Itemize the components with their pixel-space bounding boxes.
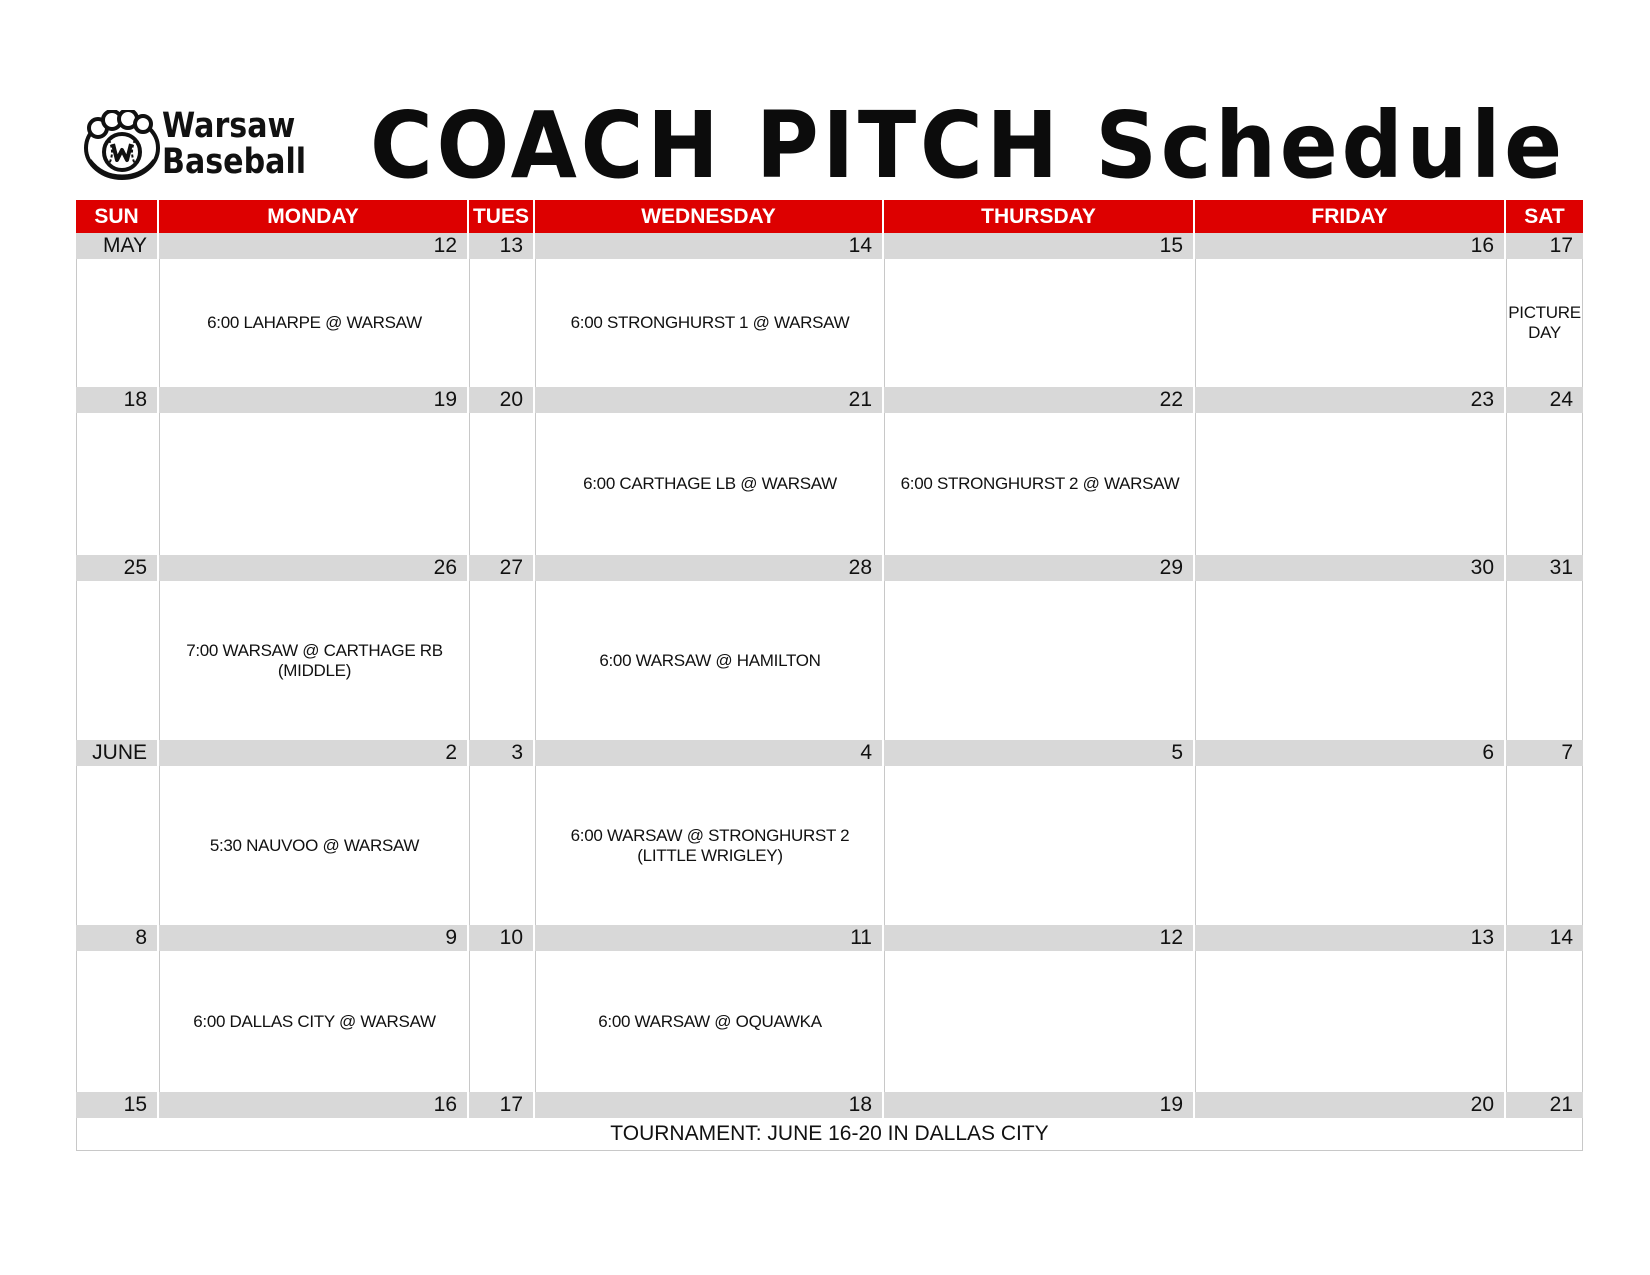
date-cell: 3	[469, 740, 535, 766]
event-cell	[76, 413, 159, 555]
event-cell	[1195, 259, 1506, 387]
tournament-note: TOURNAMENT: JUNE 16-20 IN DALLAS CITY	[76, 1118, 1583, 1151]
date-cell: 14	[1506, 925, 1583, 951]
event-cell	[76, 259, 159, 387]
event-cell: 7:00 WARSAW @ CARTHAGE RB (MIDDLE)	[159, 581, 469, 740]
week-5-dates	[76, 925, 1583, 951]
weekday-sun: SUN	[76, 200, 159, 233]
event-cell	[159, 413, 469, 555]
week-4-events	[76, 766, 1583, 925]
date-cell: 13	[469, 233, 535, 259]
event-cell	[1506, 766, 1583, 925]
weekday-thursday: THURSDAY	[884, 200, 1195, 233]
event-cell: 6:00 STRONGHURST 2 @ WARSAW	[884, 413, 1195, 555]
date-cell: 7	[1506, 740, 1583, 766]
event-cell	[1195, 413, 1506, 555]
date-cell: 18	[535, 1092, 884, 1118]
schedule-calendar	[76, 200, 1583, 1151]
date-cell: 29	[884, 555, 1195, 581]
weekday-tues: TUES	[469, 200, 535, 233]
date-cell: 9	[159, 925, 469, 951]
week-6-dates	[76, 1092, 1583, 1118]
event-cell	[884, 951, 1195, 1092]
event-cell	[1195, 581, 1506, 740]
date-cell: 10	[469, 925, 535, 951]
weekday-header-row	[76, 200, 1583, 233]
date-cell: 25	[76, 555, 159, 581]
week-2-dates	[76, 387, 1583, 413]
week-1-events	[76, 259, 1583, 387]
event-cell	[1506, 413, 1583, 555]
week-3-events	[76, 581, 1583, 740]
date-cell: JUNE	[76, 740, 159, 766]
weekday-friday: FRIDAY	[1195, 200, 1506, 233]
date-cell: 20	[1195, 1092, 1506, 1118]
event-cell	[1506, 951, 1583, 1092]
event-cell	[76, 951, 159, 1092]
date-cell: 12	[884, 925, 1195, 951]
date-cell: 12	[159, 233, 469, 259]
date-cell: 26	[159, 555, 469, 581]
event-cell	[469, 766, 535, 925]
week-1-dates	[76, 233, 1583, 259]
date-cell: 16	[159, 1092, 469, 1118]
baseball-glove-icon	[82, 110, 162, 182]
date-cell: 17	[469, 1092, 535, 1118]
week-5-events	[76, 951, 1583, 1092]
date-cell: 5	[884, 740, 1195, 766]
event-cell: 6:00 WARSAW @ OQUAWKA	[535, 951, 884, 1092]
page-title: COACH PITCH Schedule	[370, 92, 1566, 199]
date-cell: 21	[1506, 1092, 1583, 1118]
logo-line-2: Baseball	[162, 142, 307, 182]
date-cell: 24	[1506, 387, 1583, 413]
warsaw-baseball-logo	[82, 106, 322, 186]
date-cell: 2	[159, 740, 469, 766]
date-cell: 18	[76, 387, 159, 413]
weekday-monday: MONDAY	[159, 200, 469, 233]
event-cell	[76, 581, 159, 740]
event-cell	[884, 259, 1195, 387]
event-cell: 6:00 DALLAS CITY @ WARSAW	[159, 951, 469, 1092]
date-cell: 16	[1195, 233, 1506, 259]
date-cell: 15	[76, 1092, 159, 1118]
event-cell	[76, 766, 159, 925]
event-cell	[469, 951, 535, 1092]
date-cell: 19	[884, 1092, 1195, 1118]
event-cell	[884, 581, 1195, 740]
logo-wordmark	[162, 108, 306, 180]
event-cell: 6:00 STRONGHURST 1 @ WARSAW	[535, 259, 884, 387]
event-cell: 6:00 WARSAW @ STRONGHURST 2 (LITTLE WRIGLEY)	[535, 766, 884, 925]
date-cell: 19	[159, 387, 469, 413]
event-cell	[1195, 951, 1506, 1092]
date-cell: 27	[469, 555, 535, 581]
date-cell: 23	[1195, 387, 1506, 413]
date-cell: 4	[535, 740, 884, 766]
event-cell	[469, 259, 535, 387]
date-cell: 20	[469, 387, 535, 413]
date-cell: 17	[1506, 233, 1583, 259]
date-cell: 28	[535, 555, 884, 581]
week-4-dates	[76, 740, 1583, 766]
event-cell	[469, 413, 535, 555]
event-cell	[1195, 766, 1506, 925]
event-cell: 5:30 NAUVOO @ WARSAW	[159, 766, 469, 925]
date-cell: 21	[535, 387, 884, 413]
logo-line-1: Warsaw	[162, 106, 296, 146]
date-cell: 11	[535, 925, 884, 951]
weekday-sat: SAT	[1506, 200, 1583, 233]
date-cell: 8	[76, 925, 159, 951]
event-cell: 6:00 WARSAW @ HAMILTON	[535, 581, 884, 740]
date-cell: 6	[1195, 740, 1506, 766]
date-cell: 14	[535, 233, 884, 259]
week-3-dates	[76, 555, 1583, 581]
date-cell: 13	[1195, 925, 1506, 951]
date-cell: 30	[1195, 555, 1506, 581]
event-cell	[469, 581, 535, 740]
date-cell: 22	[884, 387, 1195, 413]
event-cell	[884, 766, 1195, 925]
event-cell: PICTURE DAY	[1506, 259, 1583, 387]
date-cell: 15	[884, 233, 1195, 259]
week-2-events	[76, 413, 1583, 555]
event-cell: 6:00 CARTHAGE LB @ WARSAW	[535, 413, 884, 555]
date-cell: 31	[1506, 555, 1583, 581]
event-cell	[1506, 581, 1583, 740]
weekday-wednesday: WEDNESDAY	[535, 200, 884, 233]
date-cell: MAY	[76, 233, 159, 259]
event-cell: 6:00 LAHARPE @ WARSAW	[159, 259, 469, 387]
